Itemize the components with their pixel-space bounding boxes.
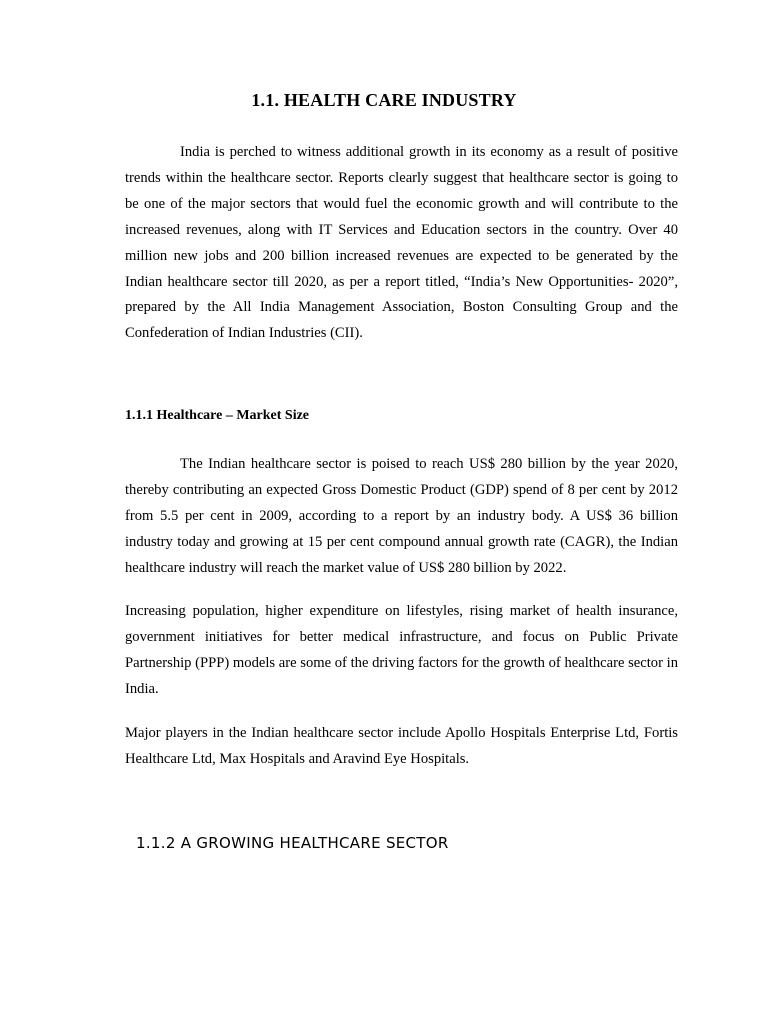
market-size-paragraph-3: Major players in the Indian healthcare sector include Apollo Hospitals Enterprise Ltd, Fortis Healthcare Ltd, Max Hospitals and Aravind Eye Hospitals.	[125, 725, 678, 767]
market-size-paragraph-2: Increasing population, higher expenditure on lifestyles, rising market of health insurance, government initiatives for better medical infrastructure, and focus on Public Private Partnership (PPP) models are some of the driving factors for the growth of healthcare sector in India.	[125, 603, 678, 697]
page-title: 1.1. HEALTH CARE INDUSTRY	[251, 90, 517, 110]
market-size-paragraph-1: The Indian healthcare sector is poised to reach US$ 280 billion by the year 2020, thereby contributing an expected Gross Domestic Product (GDP) spend of 8 per cent by 2012 from 5.5 per cent in 2009, according to a report by an industry body. A US$ 36 billion industry today and growing at 15 per cent compound annual growth rate (CAGR), the Indian healthcare industry will reach the market value of US$ 280 billion by 2022.	[125, 456, 678, 576]
intro-paragraph: India is perched to witness additional growth in its economy as a result of positive trends within the healthcare sector. Reports clearly suggest that healthcare sector is going to be one of the major sectors that would fuel the economic growth and will contribute to the increased revenues, along with IT Services and Education sectors in the country. Over 40 million new jobs and 200 billion increased revenues are expected to be generated by the Indian healthcare sector till 2020, as per a report titled, “India’s New Opportunities- 2020”, prepared by the All India Management Association, Boston Consulting Group and the Confederation of Indian Industries (CII).	[125, 144, 678, 342]
section-heading-growing-sector: 1.1.2 A GROWING HEALTHCARE SECTOR	[136, 834, 449, 852]
section-heading-market-size: 1.1.1 Healthcare – Market Size	[125, 408, 310, 423]
